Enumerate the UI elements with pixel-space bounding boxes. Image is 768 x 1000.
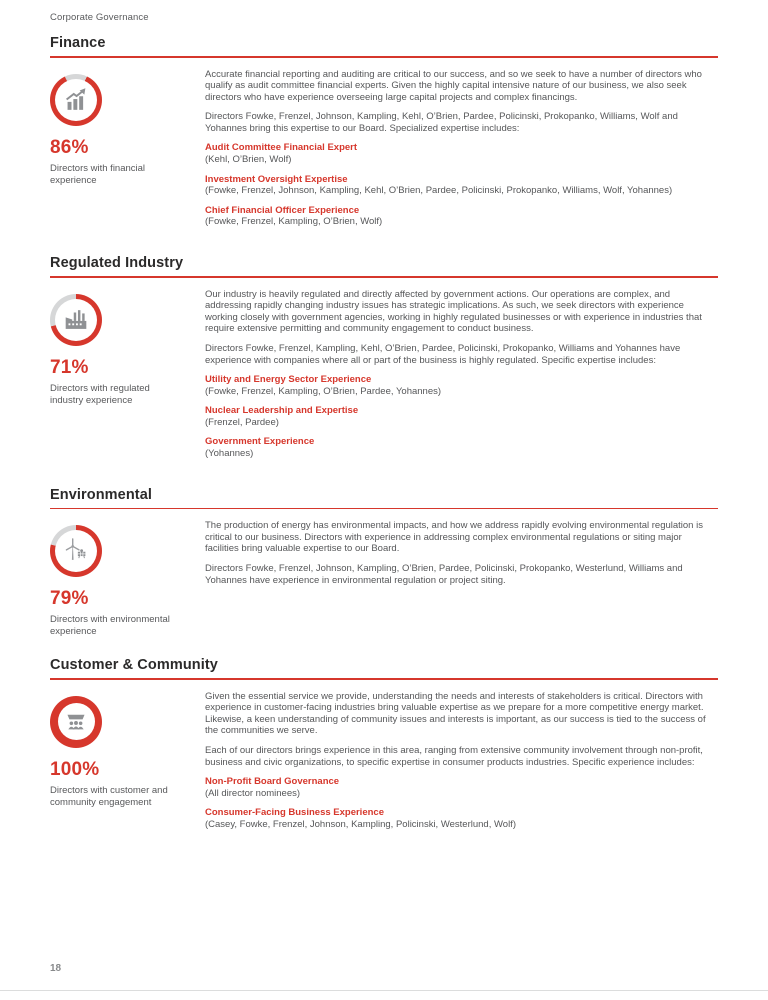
stat-value: 86% [50, 136, 89, 158]
section-divider [50, 56, 718, 58]
paragraph: Our industry is heavily regulated and directly affected by government actions. Our operations are complex, and addressing rapidly changing industry issues has strategic implications. As such, we seek directors with experience working closely with government agencies, working in highly regulated businesses or with experience in industries that require extensive permitting and community engagement to conduct business. [205, 288, 702, 335]
page-bottom-rule [0, 990, 768, 991]
expertise-item [205, 807, 718, 830]
expertise-item [205, 205, 718, 228]
expertise-heading: Utility and Energy Sector Experience [205, 374, 372, 386]
expertise-heading: Government Experience [205, 436, 315, 448]
section-divider [50, 678, 718, 680]
ring-inner [55, 530, 97, 572]
expertise-names: (Kehl, O’Brien, Wolf) [205, 154, 292, 166]
stat-caption: Directors with customer and community engagement [50, 784, 168, 808]
ring-inner [58, 703, 95, 740]
paragraph: Given the essential service we provide, understanding the needs and interests of stakeholders is critical. Directors with experience in customer-facing industries bring valuable expertise as we prepare for a more competitive energy market. Likewise, a keen understanding of community issues and interests is important, as our success is tied to the success of the communities we serve. [205, 690, 706, 737]
breadcrumb: Corporate Governance [50, 12, 149, 23]
bar-chart-growth-icon [61, 85, 91, 115]
section-title: Customer & Community [50, 657, 218, 674]
section-divider [50, 276, 718, 278]
expertise-names: (Frenzel, Pardee) [205, 416, 279, 428]
expertise-heading: Consumer-Facing Business Experience [205, 807, 384, 819]
wind-turbine-icon [61, 536, 91, 566]
section-customer-community [50, 657, 718, 838]
page-number: 18 [50, 963, 62, 974]
expertise-names: (All director nominees) [205, 787, 301, 799]
paragraph: Directors Fowke, Frenzel, Kampling, Kehl, O’Brien, Pardee, Policinski, Prokopanko, Williams and Yohannes have experience with companies where all or part of the business is highly regulated. Specific expertise includes: [205, 342, 681, 366]
section-title: Finance [50, 35, 106, 51]
community-people-icon [63, 709, 89, 735]
ring-inner [55, 79, 97, 121]
expertise-item [205, 776, 718, 799]
paragraph: Each of our directors brings experience in this area, ranging from extensive community involvement through non-profit, business and civic organizations, to specific expertise in consumer products industries. Specific experience includes: [205, 745, 703, 768]
section-finance [50, 35, 718, 236]
stat-caption: Directors with regulated industry experience [50, 382, 150, 406]
section-regulated-industry [50, 255, 718, 468]
expertise-names: (Fowke, Frenzel, Johnson, Kampling, Kehl, O’Brien, Pardee, Policinski, Prokopanko, Williams, Wolf, Yohannes) [205, 185, 673, 197]
paragraph: Directors Fowke, Frenzel, Johnson, Kampling, O’Brien, Pardee, Policinski, Prokopanko, Westerlund, Williams and Yohannes have experience in environmental regulation or project siting. [205, 562, 683, 586]
expertise-heading: Chief Financial Officer Experience [205, 204, 360, 216]
expertise-item [205, 405, 718, 428]
progress-ring [50, 696, 102, 748]
stat-column [50, 691, 205, 809]
stat-caption: Directors with financial experience [50, 162, 146, 186]
factory-icon [61, 305, 91, 335]
stat-caption: Directors with environmental experience [50, 614, 170, 638]
expertise-names: (Casey, Fowke, Frenzel, Johnson, Kampling, Policinski, Westerlund, Wolf) [205, 819, 516, 830]
expertise-item [205, 174, 718, 197]
stat-value: 71% [50, 356, 89, 378]
stat-value: 100% [50, 758, 100, 780]
ring-inner [55, 299, 97, 341]
expertise-names: (Fowke, Frenzel, Kampling, O’Brien, Pardee, Yohannes) [205, 385, 442, 397]
paragraph: The production of energy has environmental impacts, and how we address rapidly evolving environmental regulation is critical to our business. Directors with experience in addressing complex environmental regulations or siting major facilities bring valuable expertise to our Board. [205, 520, 703, 555]
section-title: Environmental [50, 486, 153, 503]
section-environmental [50, 487, 718, 639]
progress-ring [50, 525, 102, 577]
expertise-item [205, 374, 718, 397]
expertise-names: (Yohannes) [205, 448, 254, 460]
stat-value: 79% [50, 588, 89, 610]
section-title: Regulated Industry [50, 255, 184, 272]
expertise-item [205, 142, 718, 165]
expertise-item [205, 436, 718, 459]
expertise-names: (Fowke, Frenzel, Kampling, O’Brien, Wolf) [205, 216, 383, 228]
expertise-heading: Investment Oversight Expertise [205, 173, 348, 185]
section-divider [50, 508, 718, 510]
paragraph: Accurate financial reporting and auditing are critical to our success, and so we seek to have a number of directors who qualify as audit committee financial experts. Given the highly capital intensive nature of our business, we also seek directors who have experience overseeing large capital projects and complex financings. [205, 68, 702, 103]
stat-column [50, 69, 205, 187]
stat-column [50, 289, 205, 407]
stat-column [50, 520, 205, 638]
paragraph: Directors Fowke, Frenzel, Johnson, Kampling, Kehl, O’Brien, Pardee, Policinski, Prokopanko, Williams, Wolf and Yohannes bring this expertise to our Board. Specialized expertise includes: [205, 111, 678, 134]
progress-ring [50, 294, 102, 346]
expertise-heading: Audit Committee Financial Expert [205, 142, 358, 154]
progress-ring [50, 74, 102, 126]
expertise-heading: Nuclear Leadership and Expertise [205, 405, 359, 417]
expertise-heading: Non-Profit Board Governance [205, 776, 340, 788]
